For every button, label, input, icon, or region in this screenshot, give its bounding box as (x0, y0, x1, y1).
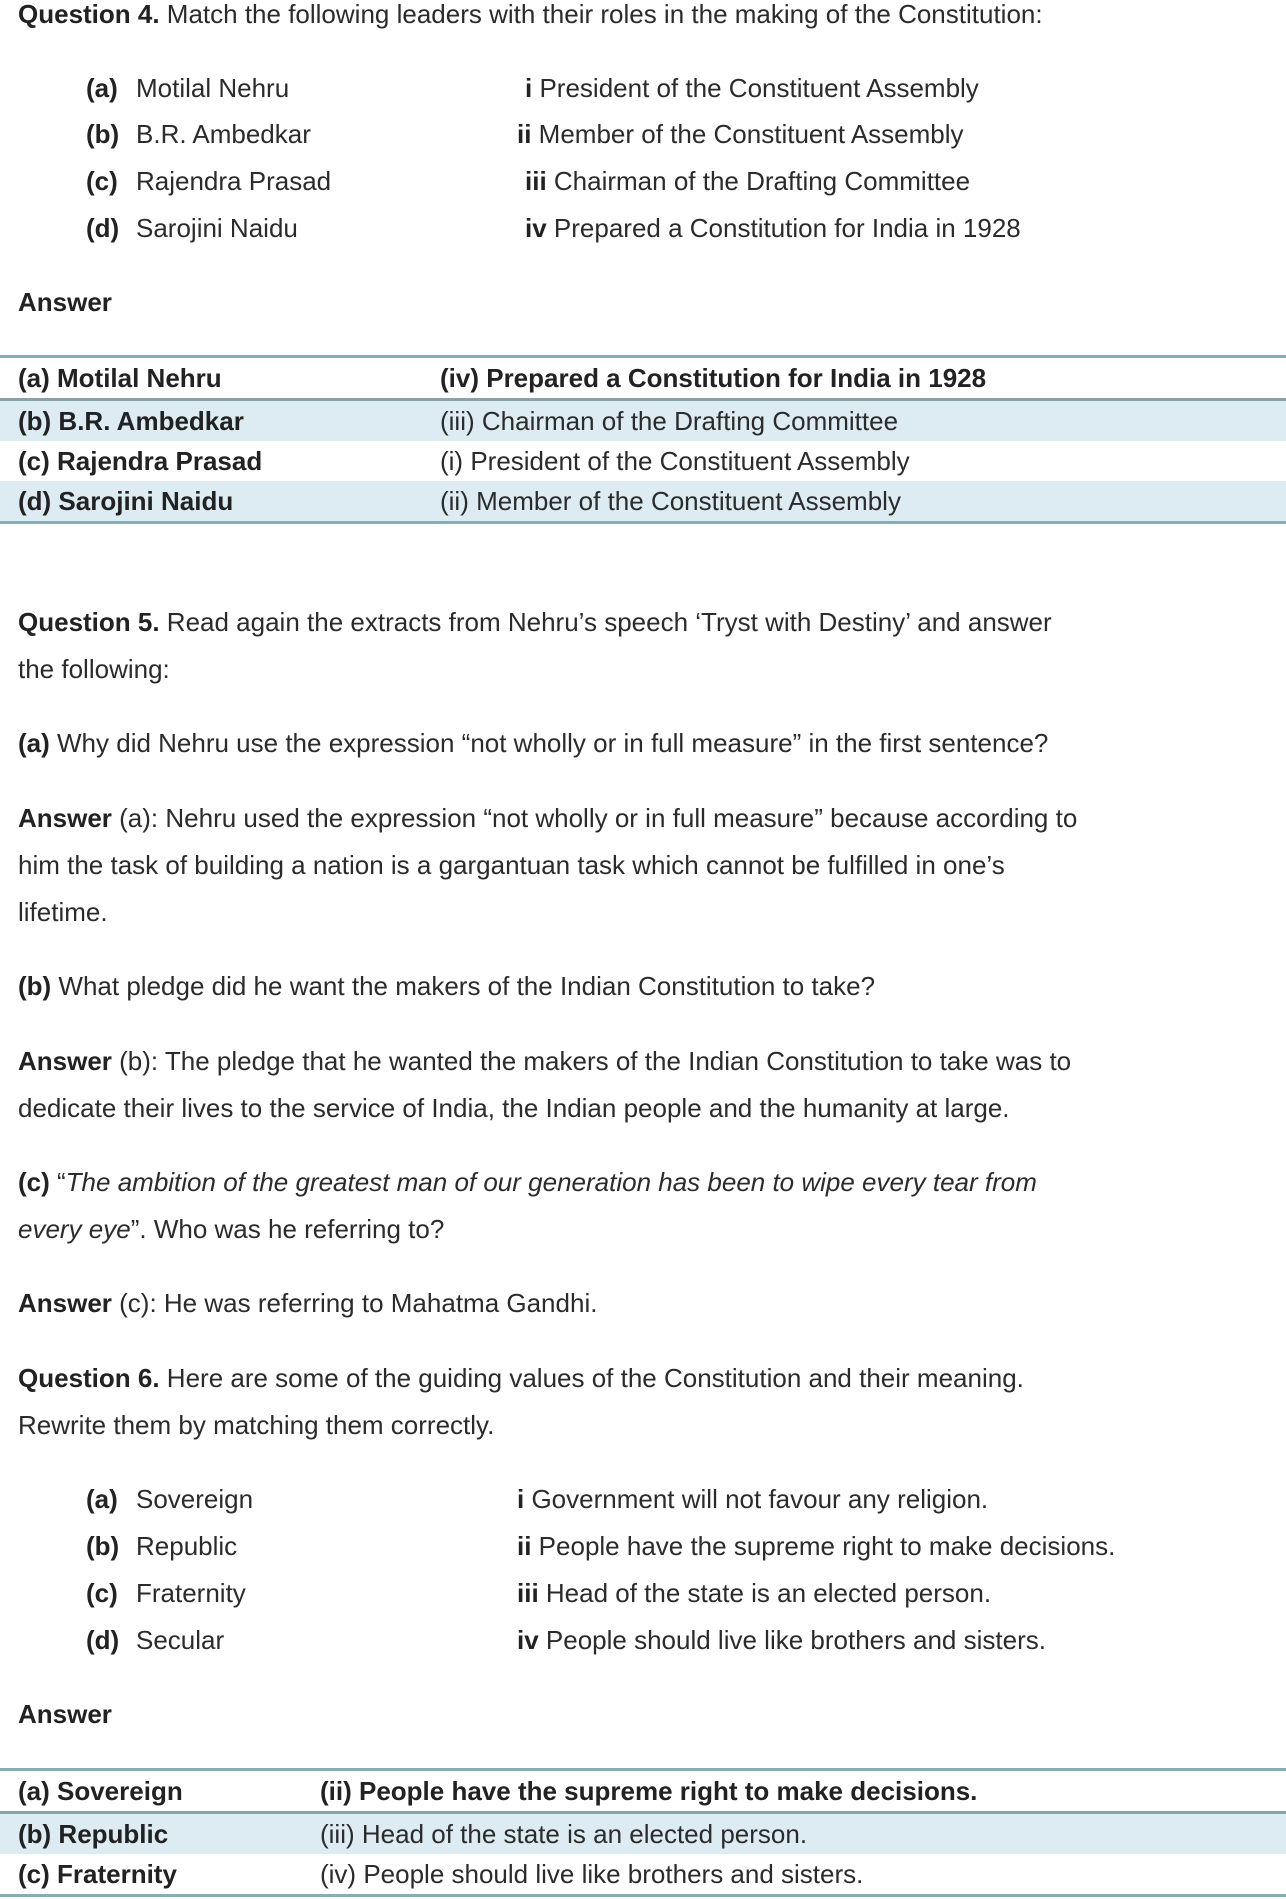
q6-answer-heading: Answer (18, 1699, 112, 1729)
q5c-answer: Answer (c): He was referring to Mahatma Gandhi. (18, 1288, 598, 1318)
q5-prompt: Question 5. Read again the extracts from Nehru’s speech ‘Tryst with Destiny’ and answer (18, 607, 1052, 637)
q5b-answer-cont: dedicate their lives to the service of India, the Indian people and the humanity at large. (18, 1093, 1010, 1123)
q4-answer-table (0, 355, 1286, 524)
list-item: iii Head of the state is an elected person. (517, 1578, 992, 1608)
q5b-question: (b) What pledge did he want the makers of the Indian Constitution to take? (18, 971, 876, 1001)
table-row: (b) Republic (iii) Head of the state is an elected person. (0, 1814, 1286, 1854)
list-item: iii Chairman of the Drafting Committee (525, 166, 971, 196)
q6-answer-table (0, 1768, 1286, 1897)
q4-answer-heading: Answer (18, 287, 112, 317)
q5-prompt-cont: the following: (18, 654, 170, 684)
list-item: iv People should live like brothers and sisters. (517, 1625, 1046, 1655)
q5a-answer-cont: lifetime. (18, 897, 108, 927)
q5c-question-cont: every eye”. Who was he referring to? (18, 1214, 445, 1244)
table-row: (a) Motilal Nehru (iv) Prepared a Constitution for India in 1928 (0, 358, 1286, 401)
q5a-question: (a) Why did Nehru use the expression “not wholly or in full measure” in the first sentence? (18, 728, 1049, 758)
table-row: (c) Rajendra Prasad (i) President of the Constituent Assembly (18, 446, 910, 476)
list-item: i President of the Constituent Assembly (525, 73, 979, 103)
q5c-question: (c) “The ambition of the greatest man of our generation has been to wipe every tear from (18, 1167, 1037, 1197)
table-row: (c) Fraternity (iv) People should live like brothers and sisters. (0, 1854, 1286, 1897)
q4-prompt (18, 0, 1043, 31)
table-row: (a) Sovereign (ii) People have the supreme right to make decisions. (0, 1771, 1286, 1814)
list-item: ii Member of the Constituent Assembly (517, 119, 964, 149)
q6-label: Question 6. (18, 1363, 160, 1393)
q6-prompt-cont: Rewrite them by matching them correctly. (18, 1410, 495, 1440)
list-item: iv Prepared a Constitution for India in 1928 (525, 213, 1021, 243)
q4-text: Match the following leaders with their roles in the making of the Constitution: (159, 0, 1043, 29)
list-item: ii People have the supreme right to make decisions. (517, 1531, 1116, 1561)
q5-label: Question 5. (18, 607, 160, 637)
q5a-answer-cont: him the task of building a nation is a gargantuan task which cannot be fulfilled in one’s (18, 850, 1005, 880)
q4-label: Question 4. (18, 0, 160, 29)
list-item: i Government will not favour any religion. (517, 1484, 989, 1514)
table-row: (b) B.R. Ambedkar (iii) Chairman of the Drafting Committee (0, 401, 1286, 441)
q6-prompt: Question 6. Here are some of the guiding values of the Constitution and their meaning. (18, 1363, 1024, 1393)
q5b-answer: Answer (b): The pledge that he wanted the makers of the Indian Constitution to take was to (18, 1046, 1072, 1076)
table-row: (d) Sarojini Naidu (ii) Member of the Constituent Assembly (0, 481, 1286, 524)
q5a-answer: Answer (a): Nehru used the expression “not wholly or in full measure” because according to (18, 803, 1078, 833)
